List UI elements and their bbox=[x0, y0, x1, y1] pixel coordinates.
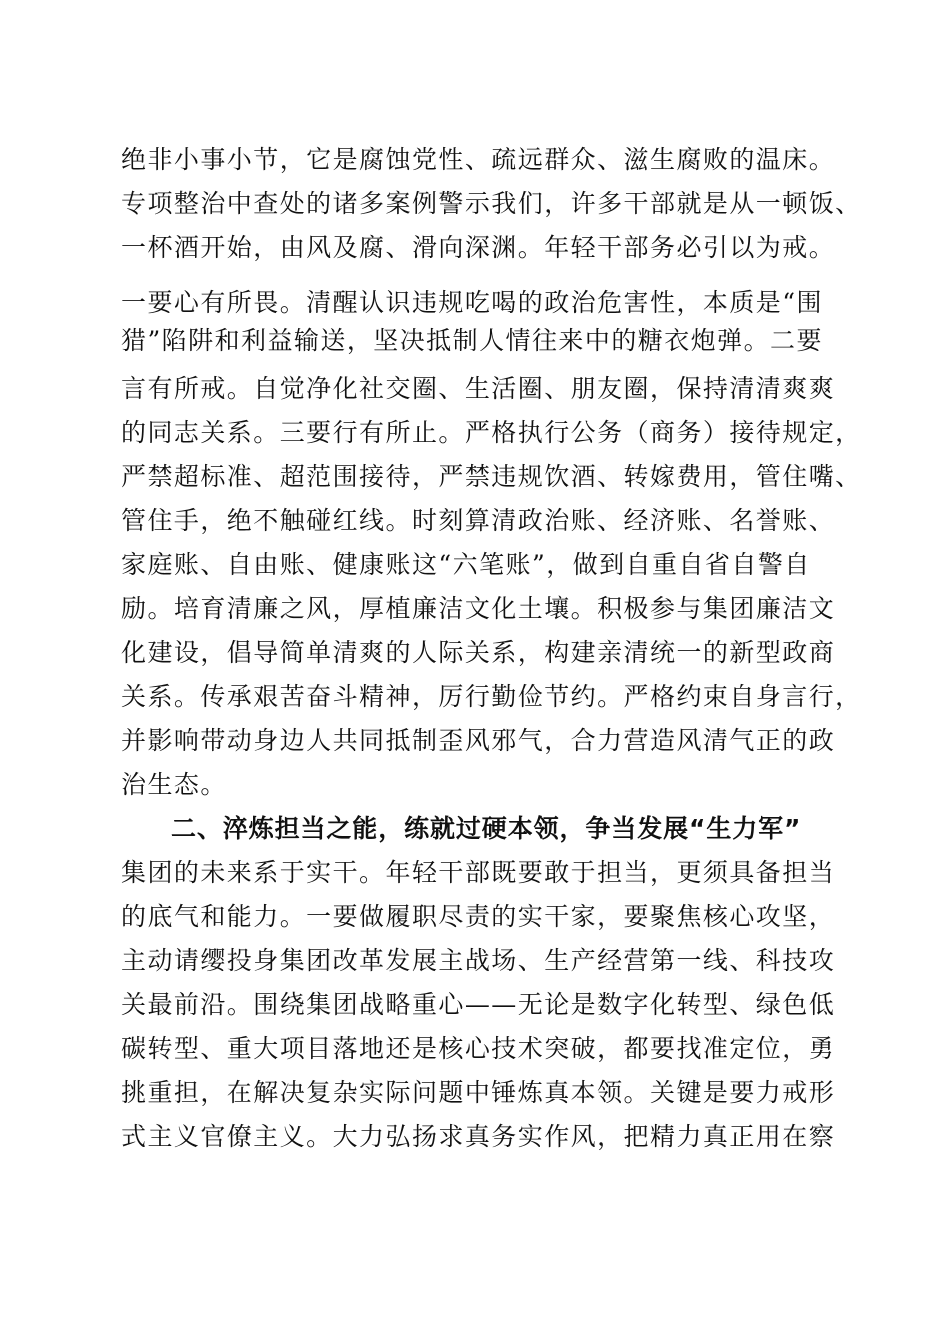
text-line: 一杯酒开始，由风及腐、滑向深渊。年轻干部务必引以为戒。 bbox=[121, 233, 836, 262]
text-line: 主动请缨投身集团改革发展主战场、生产经营第一线、科技攻 bbox=[121, 946, 836, 975]
text-line: 集团的未来系于实干。年轻干部既要敢于担当，更须具备担当 bbox=[121, 858, 836, 887]
text-line: 家庭账、自由账、健康账这“六笔账”，做到自重自省自警自 bbox=[121, 550, 811, 579]
text-line: 碳转型、重大项目落地还是核心技术突破，都要找准定位，勇 bbox=[121, 1034, 836, 1063]
text-line: 一要心有所畏。清醒认识违规吃喝的政治危害性，本质是“围 bbox=[121, 288, 823, 317]
text-line: 关最前沿。围绕集团战略重心——无论是数字化转型、绿色低 bbox=[121, 990, 836, 1019]
text-line: 绝非小事小节，它是腐蚀党性、疏远群众、滋生腐败的温床。 bbox=[121, 145, 836, 174]
text-line: 专项整治中查处的诸多案例警示我们，许多干部就是从一顿饭、 bbox=[121, 189, 862, 218]
section-heading: 二、淬炼担当之能，练就过硬本领，争当发展“生力军” bbox=[171, 814, 802, 843]
text-line: 治生态。 bbox=[121, 770, 227, 799]
text-line: 猎”陷阱和利益输送，坚决抵制人情往来中的糖衣炮弹。二要 bbox=[121, 326, 823, 355]
text-line: 言有所戒。自觉净化社交圈、生活圈、朋友圈，保持清清爽爽 bbox=[121, 374, 836, 403]
text-line: 挑重担，在解决复杂实际问题中锤炼真本领。关键是要力戒形 bbox=[121, 1078, 836, 1107]
text-line: 的底气和能力。一要做履职尽责的实干家，要聚焦核心攻坚， bbox=[121, 902, 836, 931]
text-line: 的同志关系。三要行有所止。严格执行公务（商务）接待规定， bbox=[121, 418, 862, 447]
text-line: 并影响带动身边人共同抵制歪风邪气，合力营造风清气正的政 bbox=[121, 726, 836, 755]
text-line: 严禁超标准、超范围接待，严禁违规饮酒、转嫁费用，管住嘴、 bbox=[121, 462, 862, 491]
text-line: 励。培育清廉之风，厚植廉洁文化土壤。积极参与集团廉洁文 bbox=[121, 594, 836, 623]
text-line: 关系。传承艰苦奋斗精神，厉行勤俭节约。严格约束自身言行， bbox=[121, 682, 862, 711]
text-line: 管住手，绝不触碰红线。时刻算清政治账、经济账、名誉账、 bbox=[121, 506, 836, 535]
text-line: 化建设，倡导简单清爽的人际关系，构建亲清统一的新型政商 bbox=[121, 638, 836, 667]
text-line: 式主义官僚主义。大力弘扬求真务实作风，把精力真正用在察 bbox=[121, 1122, 836, 1151]
